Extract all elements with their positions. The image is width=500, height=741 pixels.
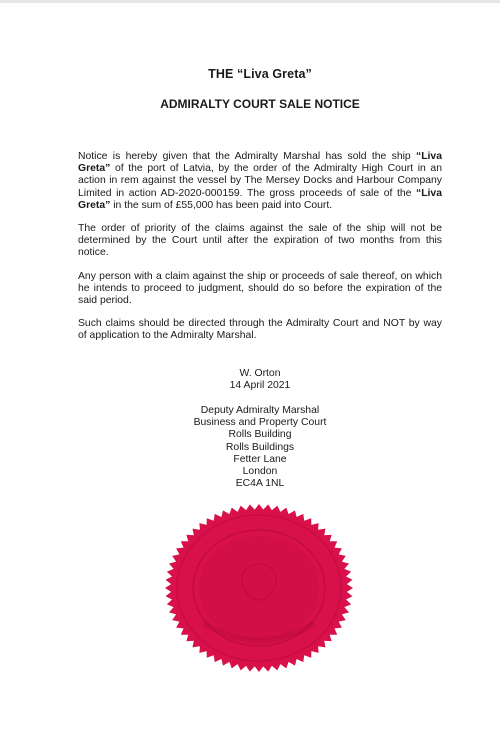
paragraph-1-text-c: in the sum of £55,000 has been paid into Court. — [110, 199, 333, 211]
notice-body — [78, 151, 442, 354]
ship-name: “Liva Greta” — [78, 187, 442, 211]
paragraph-4: Such claims should be directed through the Admiralty Court and NOT by way of application to the Admiralty Marshal. — [78, 318, 442, 342]
notice-heading: ADMIRALTY COURT SALE NOTICE — [160, 97, 360, 111]
address-line: London — [242, 466, 278, 478]
wax-seal-icon — [164, 503, 354, 673]
address-line: Business and Property Court — [193, 417, 327, 429]
paragraph-1-text-b: of the port of Latvia, by the order of the Admiralty High Court in an action in rem against the vessel by The Mersey Docks and Harbour Company Limited in action AD-2020-000159. The gross proceeds of sale of the — [78, 163, 442, 199]
paragraph-2: The order of priority of the claims against the sale of the ship will not be determined by the Court until after the expiration of two months from this notice. — [78, 223, 442, 259]
address-line: EC4A 1NL — [235, 478, 285, 490]
paragraph-1-text-a: Notice is hereby given that the Admiralty Marshal has sold the ship — [78, 151, 416, 162]
seal-center — [199, 536, 319, 640]
address-line: Deputy Admiralty Marshal — [200, 405, 320, 416]
signature-block — [78, 368, 442, 392]
paragraph-3: Any person with a claim against the ship or proceeds of sale thereof, on which he intends to proceed to judgment, should do so before the expiration of the said period. — [78, 270, 442, 307]
address-line: Rolls Buildings — [225, 441, 295, 453]
ship-name: “Liva Greta” — [78, 151, 442, 175]
address-block — [78, 405, 442, 490]
notice-title: THE “Liva Greta” — [208, 67, 312, 81]
signatory-name: W. Orton — [239, 368, 281, 379]
address-line: Rolls Building — [228, 429, 292, 441]
address-line: Fetter Lane — [233, 453, 287, 465]
notice-date: 14 April 2021 — [229, 380, 291, 392]
paragraph-1 — [78, 151, 442, 212]
top-edge — [0, 0, 500, 3]
